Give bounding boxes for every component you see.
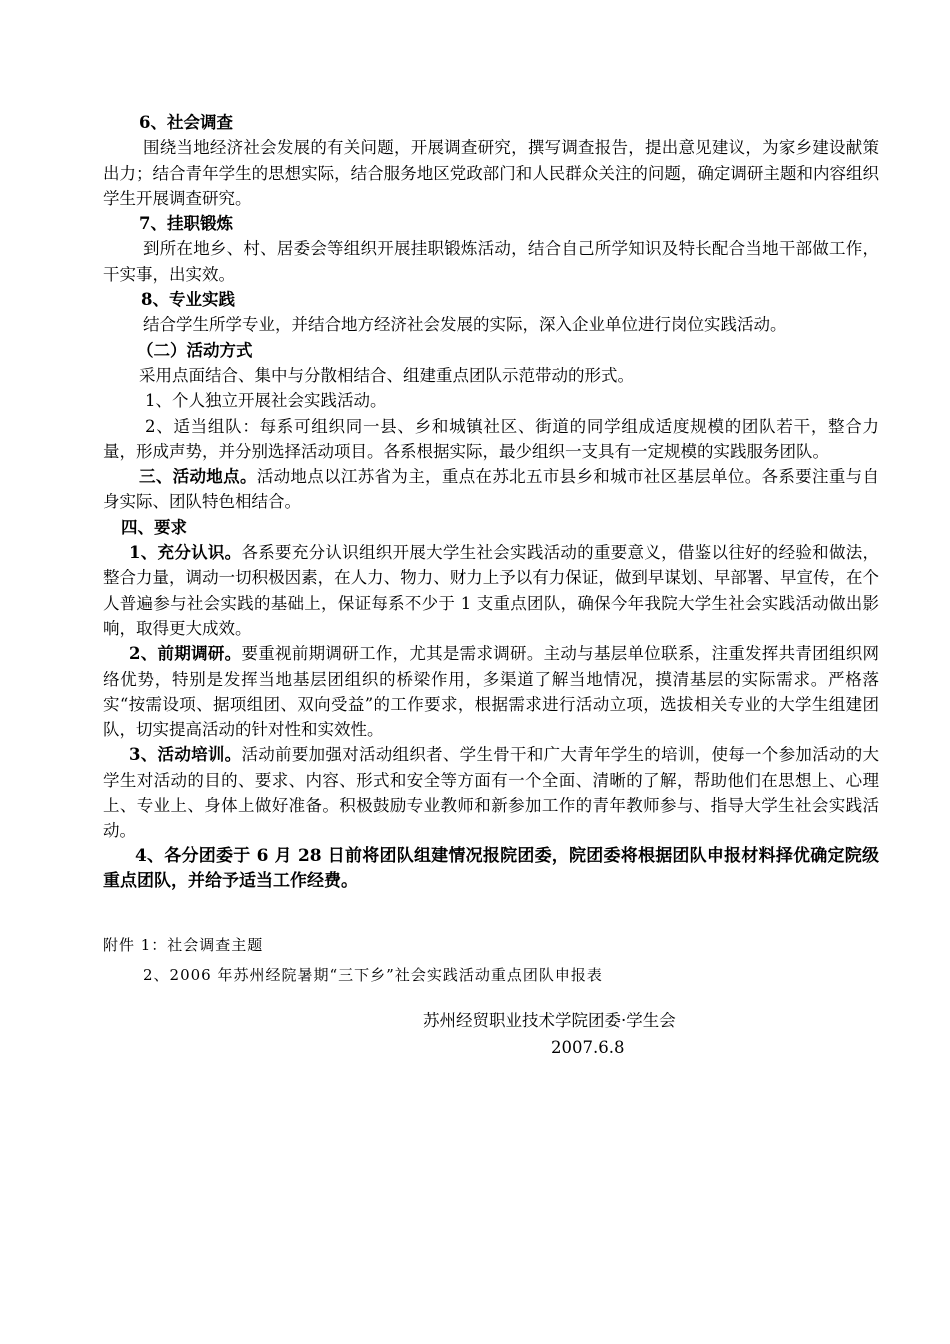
signature-date: 2007.6.8	[551, 1038, 625, 1057]
requirement-3-body: 活动前要加强对活动组织者、学生骨干和广大青年学生的培训，使每一个参加活动的大学生对活动的目的、要求、内容、形式和安全等方面有一个全面、清晰的了解，帮助他们在思想上、心理上、专业上、身体上做好准备。积极鼓励专业教师和新参加工作的青年教师参与、指导大学生社会实践活动。	[103, 745, 880, 841]
requirement-2-label: 2、前期调研。	[129, 644, 242, 664]
section-6-body: 围绕当地经济社会发展的有关问题，开展调查研究，撰写调查报告，提出意见建议，为家乡建设献策出力；结合青年学生的思想实际，结合服务地区党政部门和人民群众关注的问题，确定调研主题和内容组织学生开展调查研究。	[103, 138, 879, 208]
part-2-item-2: 2、适当组队：每系可组织同一县、乡和城镇社区、街道的同学组成适度规模的团队若干，整合力量，形成声势，并分别选择活动项目。各系根据实际，最少组织一支具有一定规模的实践服务团队。	[103, 416, 879, 461]
part-3-paragraph	[103, 464, 879, 515]
document-body	[103, 110, 879, 894]
requirement-2	[103, 641, 879, 742]
requirement-1-label: 1、充分认识。	[129, 543, 242, 563]
requirement-1-body: 各系要充分认识组织开展大学生社会实践活动的重要意义，借鉴以往好的经验和做法，整合力量，调动一切积极因素，在人力、物力、财力上予以有力保证，做到早谋划、早部署、早宣传，在个人普遍参与社会实践的基础上，保证每系不少于 1 支重点团队，确保今年我院大学生社会实践活动做出影响，取得更大成效。	[103, 543, 880, 638]
part-2-title: （二）活动方式	[137, 340, 253, 360]
attachment-line-1: 附件 1：社会调查主题	[103, 936, 264, 954]
part-2-item-1: 1、个人独立开展社会实践活动。	[145, 391, 387, 411]
part-4-title: 四、要求	[121, 517, 187, 537]
requirement-4: 4、各分团委于 6 月 28 日前将团队组建情况报院团委，院团委将根据团队申报材料择优确定院级重点团队，并给予适当工作经费。	[103, 845, 879, 891]
section-8-title: 8、专业实践	[141, 290, 235, 310]
attachment-line-2: 2、2006 年苏州经院暑期“三下乡”社会实践活动重点团队申报表	[143, 966, 603, 984]
requirement-3	[103, 742, 879, 843]
requirement-1	[103, 540, 879, 641]
requirement-3-label: 3、活动培训。	[129, 745, 242, 765]
part-3-label: 三、活动地点。	[139, 467, 257, 487]
section-7-body: 到所在地乡、村、居委会等组织开展挂职锻炼活动，结合自己所学知识及特长配合当地干部做工作，干实事，出实效。	[103, 239, 879, 284]
section-7-title: 7、挂职锻炼	[139, 214, 233, 234]
part-2-body: 采用点面结合、集中与分散相结合、组建重点团队示范带动的形式。	[139, 365, 634, 385]
section-6-title: 6、社会调查	[139, 113, 233, 132]
requirement-2-body: 要重视前期调研工作，尤其是需求调研。主动与基层单位联系，注重发挥共青团组织网络优势，特别是发挥当地基层团组织的桥梁作用，多渠道了解当地情况，摸清基层的实际需求。严格落实“按需设项、据项组团、双向受益”的工作要求，根据需求进行活动立项，选拔相关专业的大学生组建团队，切实提高活动的针对性和实效性。	[103, 644, 880, 740]
signature-organization: 苏州经贸职业技术学院团委·学生会	[423, 1011, 676, 1030]
part-3-body: 活动地点以江苏省为主，重点在苏北五市县乡和城市社区基层单位。各系要注重与自身实际、团队特色相结合。	[103, 467, 880, 512]
section-8-body: 结合学生所学专业，并结合地方经济社会发展的实际，深入企业单位进行岗位实践活动。	[143, 315, 787, 335]
